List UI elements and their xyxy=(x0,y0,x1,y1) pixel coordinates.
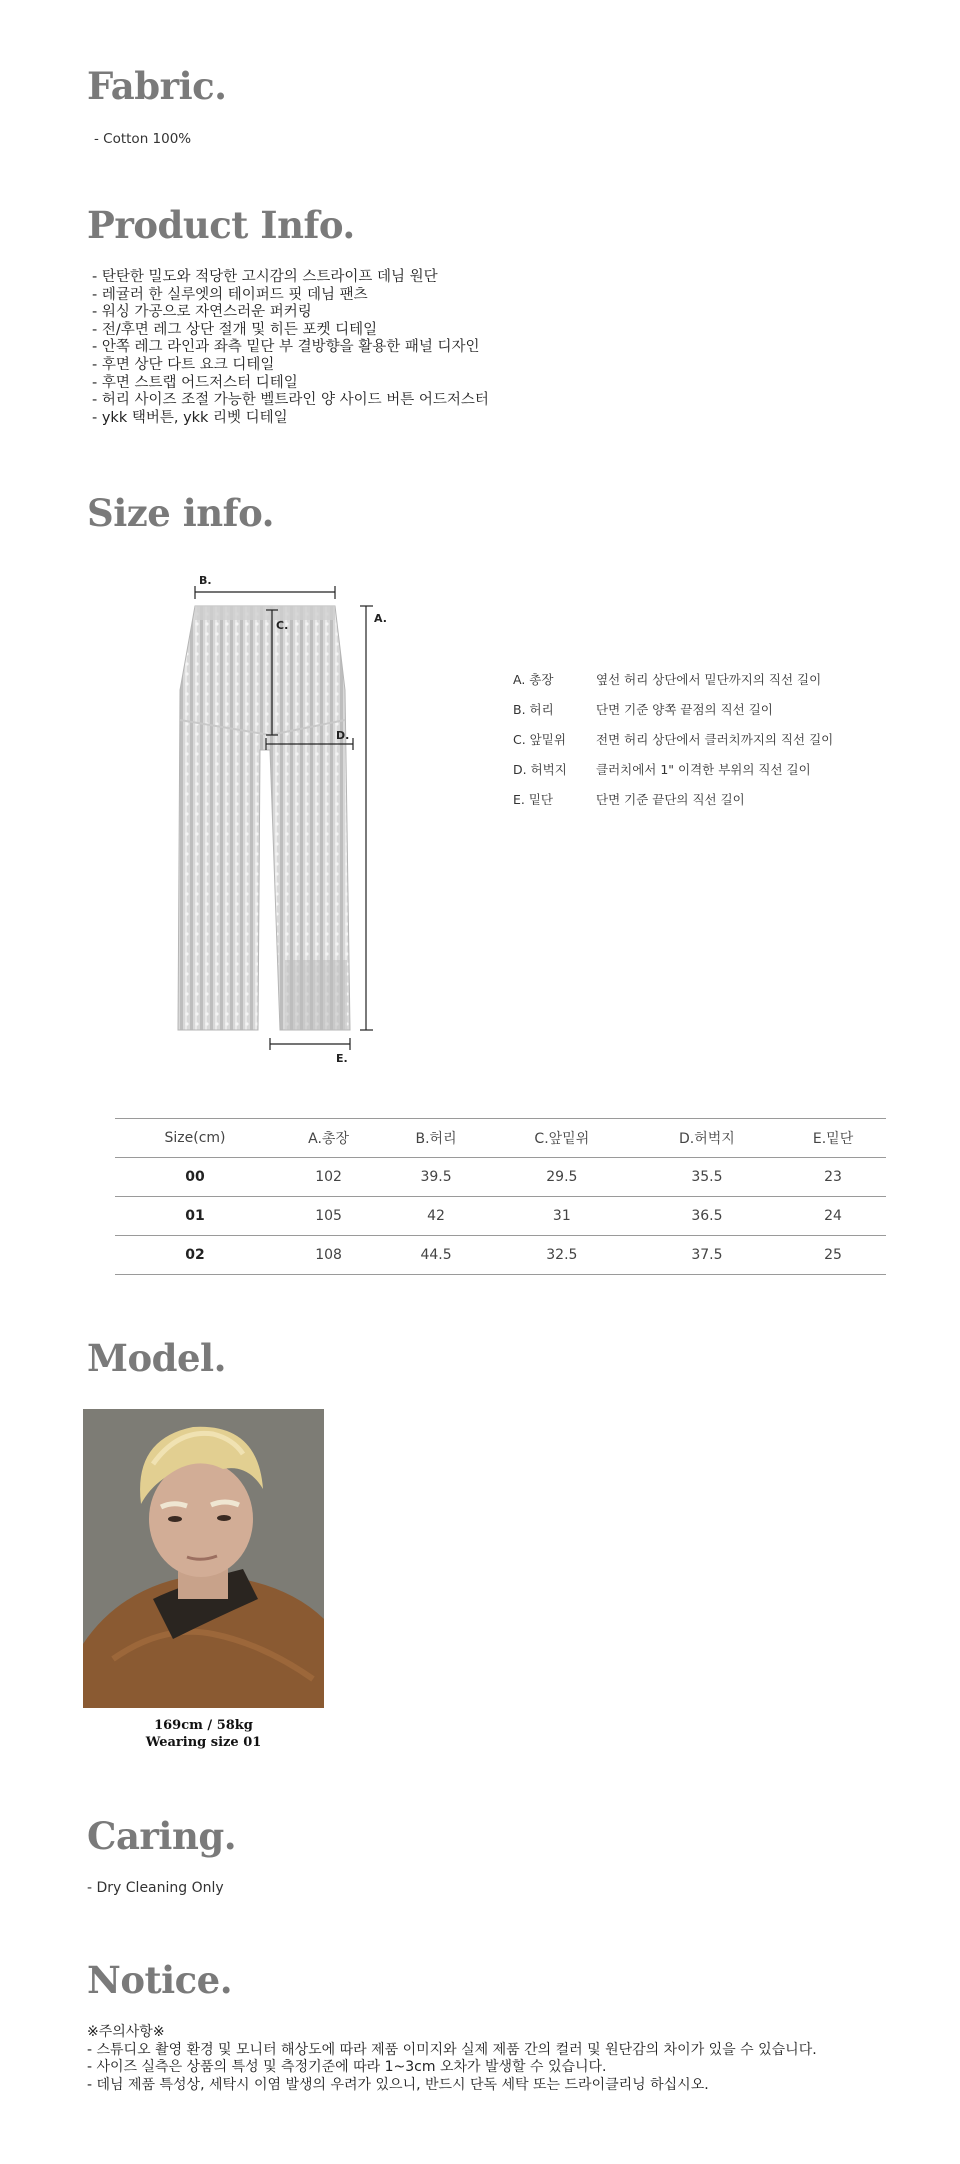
list-item: - 데님 제품 특성상, 세탁시 이염 발생의 우려가 있으니, 반드시 단독 세탁 또는 드라이클리닝 하십시오. xyxy=(87,2076,709,2093)
caring-heading: Caring. xyxy=(87,1814,237,1858)
measurement-key: D. 허벅지 xyxy=(513,762,567,777)
list-item: - 탄탄한 밀도와 적당한 고시감의 스트라이프 데님 원단 xyxy=(92,269,438,285)
table-row xyxy=(115,1158,886,1197)
measurement-desc: 클러치에서 1" 이격한 부위의 직선 길이 xyxy=(596,762,811,777)
caring-content: - Dry Cleaning Only xyxy=(87,1880,224,1896)
dimension-line-e xyxy=(270,1038,350,1050)
label-a: A. xyxy=(374,612,387,625)
pants-illustration xyxy=(178,606,350,1030)
table-header: B.허리 xyxy=(382,1119,490,1158)
table-cell: 29.5 xyxy=(490,1158,634,1197)
label-c: C. xyxy=(276,619,289,632)
label-b: B. xyxy=(199,574,212,587)
table-cell: 44.5 xyxy=(382,1236,490,1275)
size-info-heading: Size info. xyxy=(87,491,274,535)
table-cell: 31 xyxy=(490,1197,634,1236)
list-item: - 스튜디오 촬영 환경 및 모니터 해상도에 따라 제품 이미지와 실제 제품 간의 컬러 및 원단감의 차이가 있을 수 있습니다. xyxy=(87,2041,817,2058)
measurement-desc: 단면 기준 끝단의 직선 길이 xyxy=(596,792,745,807)
table-cell: 39.5 xyxy=(382,1158,490,1197)
table-header-row xyxy=(115,1119,886,1158)
table-row xyxy=(115,1236,886,1275)
table-header: Size(cm) xyxy=(115,1119,275,1158)
table-cell: 36.5 xyxy=(634,1197,780,1236)
table-row xyxy=(115,1197,886,1236)
list-item: - 워싱 가공으로 자연스러운 퍼커링 xyxy=(92,304,312,321)
measurement-key: A. 총장 xyxy=(513,672,554,687)
table-cell: 37.5 xyxy=(634,1236,780,1275)
table-cell: 105 xyxy=(275,1197,382,1236)
table-cell: 24 xyxy=(780,1197,886,1236)
label-e: E. xyxy=(336,1052,348,1065)
table-cell: 02 xyxy=(115,1236,275,1275)
measurement-desc: 옆선 허리 상단에서 밑단까지의 직선 길이 xyxy=(596,672,822,687)
fabric-heading: Fabric. xyxy=(87,64,227,108)
list-item: - 레귤러 한 실루엣의 테이퍼드 핏 데님 팬츠 xyxy=(92,286,368,303)
table-cell: 00 xyxy=(115,1158,275,1197)
measurement-desc: 단면 기준 양쪽 끝점의 직선 길이 xyxy=(596,702,773,717)
measurement-key: C. 앞밑위 xyxy=(513,732,566,747)
notice-list xyxy=(87,2024,817,2094)
model-caption-measurements: 169cm / 58kg xyxy=(154,1718,253,1733)
measurement-key: E. 밑단 xyxy=(513,792,553,807)
pants-size-diagram xyxy=(160,570,420,1070)
product-info-heading: Product Info. xyxy=(87,203,355,247)
table-cell: 25 xyxy=(780,1236,886,1275)
list-item: - 안쪽 레그 라인과 좌측 밑단 부 결방향을 활용한 패널 디자인 xyxy=(92,339,480,356)
model-heading: Model. xyxy=(87,1336,226,1380)
product-info-list xyxy=(92,269,489,427)
table-cell: 42 xyxy=(382,1197,490,1236)
list-item: - ykk 택버튼, ykk 리벳 디테일 xyxy=(92,409,288,426)
table-header: E.밑단 xyxy=(780,1119,886,1158)
table-header: D.허벅지 xyxy=(634,1119,780,1158)
table-cell: 23 xyxy=(780,1158,886,1197)
table-header: C.앞밑위 xyxy=(490,1119,634,1158)
table-header: A.총장 xyxy=(275,1119,382,1158)
fabric-content: - Cotton 100% xyxy=(94,131,192,147)
dimension-line-b xyxy=(195,586,335,599)
list-item: - 전/후면 레그 상단 절개 및 히든 포켓 디테일 xyxy=(92,321,378,338)
label-d: D. xyxy=(336,729,350,742)
list-item: - 사이즈 실측은 상품의 특성 및 측정기준에 따라 1~3cm 오차가 발생할 수 있습니다. xyxy=(87,2059,607,2076)
model-caption-size: Wearing size 01 xyxy=(145,1735,262,1750)
model-photo xyxy=(83,1409,324,1708)
measurement-key: B. 허리 xyxy=(513,702,554,717)
list-item: - 허리 사이즈 조절 가능한 벨트라인 양 사이드 버튼 어드저스터 xyxy=(92,392,489,409)
table-cell: 01 xyxy=(115,1197,275,1236)
size-table xyxy=(115,1118,886,1275)
notice-heading: Notice. xyxy=(87,1958,233,2002)
list-item: ※주의사항※ xyxy=(87,2024,165,2040)
table-cell: 35.5 xyxy=(634,1158,780,1197)
table-cell: 102 xyxy=(275,1158,382,1197)
table-cell: 32.5 xyxy=(490,1236,634,1275)
table-cell: 108 xyxy=(275,1236,382,1275)
dimension-line-a xyxy=(360,606,373,1030)
list-item: - 후면 상단 다트 요크 디테일 xyxy=(92,356,275,373)
list-item: - 후면 스트랩 어드저스터 디테일 xyxy=(92,374,298,391)
measurement-desc: 전면 허리 상단에서 클러치까지의 직선 길이 xyxy=(596,732,834,747)
